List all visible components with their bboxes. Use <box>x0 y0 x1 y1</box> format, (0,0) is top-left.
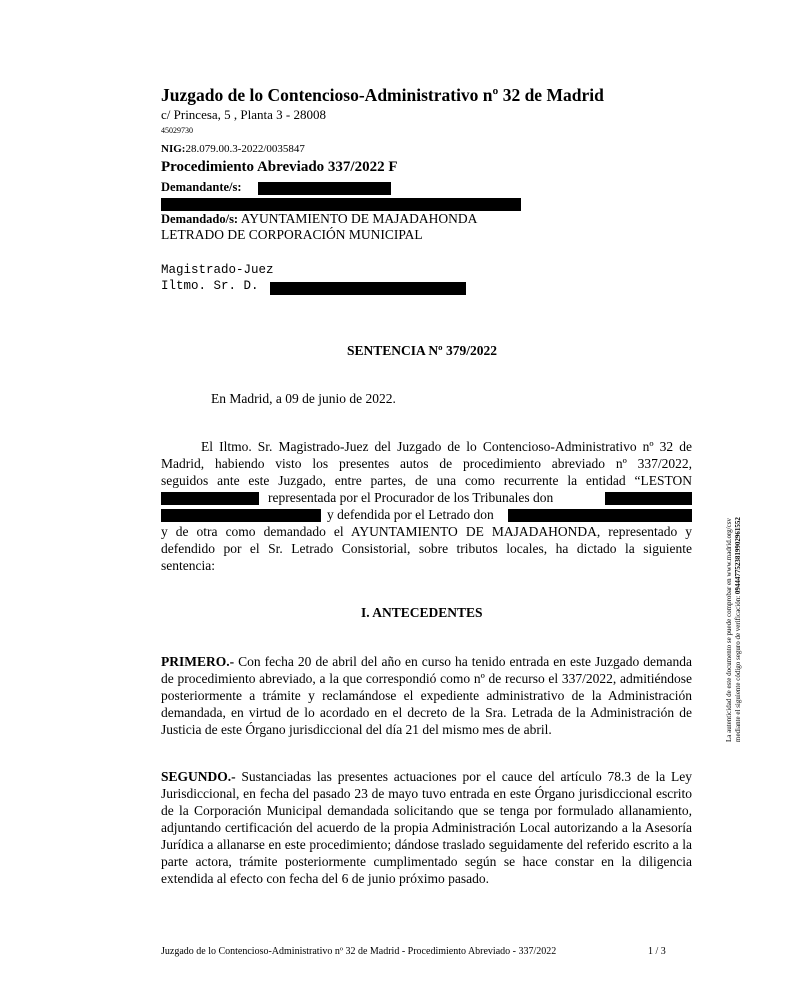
intro-line-8: sentencia: <box>161 558 215 573</box>
segundo-text: Sustanciadas las presentes actuaciones por el cauce del artículo 78.3 de la Ley Jurisdiccional, en fecha del pasado 23 de mayo tuvo entrada en este Órgano jurisdiccional escrito de la Corporación Municipal demandada solicitando que se tenga por formulado allanamiento, adjuntando certificación del acuerdo de la propia Administración Local autorizando a la Asesoría Jurídica a allanarse en este procedimiento; dándose traslado seguidamente del referido escrito a la parte actora, trámite posteriormente cumplimentado según se hace constar en la diligencia extendida al efecto con fecha del 6 de junio próximo pasado. <box>161 769 692 886</box>
primero-text: Con fecha 20 de abril del año en curso ha tenido entrada en este Juzgado demanda de procedimiento abreviado, a la que correspondió como nº de recurso el 337/2022, admitiéndose posteriormente a trámite y reclamándose el expediente administrativo de la Administración demandada, en virtud de lo acordado en el decreto de la Sra. Letrada de la Administración de Justicia de este Órgano jurisdiccional del día 21 del mismo mes de abril. <box>161 654 693 737</box>
date-line: En Madrid, a 09 de junio de 2022. <box>211 391 396 406</box>
intro-line-2: Madrid, habiendo visto los presentes autos de procedimiento abreviado nº 337/2022, <box>161 456 692 471</box>
plaintiff-label: Demandante/s: <box>161 180 242 194</box>
redaction-plaintiff-1 <box>258 182 391 195</box>
intro-line-5: y defendida por el Letrado don <box>327 507 494 522</box>
redaction-entity <box>161 492 259 505</box>
defendant-name: AYUNTAMIENTO DE MAJADAHONDA <box>240 211 478 226</box>
court-title: Juzgado de lo Contencioso-Administrativo nº 32 de Madrid <box>161 85 604 105</box>
redaction-letrado <box>508 509 692 522</box>
judge-title: Magistrado-Juez <box>161 263 274 277</box>
defendant-label: Demandado/s: <box>161 212 239 226</box>
redaction-procurador <box>605 492 692 505</box>
redaction-procurador-2 <box>161 509 321 522</box>
redaction-plaintiff-2 <box>161 198 521 211</box>
nig-label: NIG: <box>161 143 186 155</box>
court-address: c/ Princesa, 5 , Planta 3 - 28008 <box>161 107 326 122</box>
csv-code: 0944477523819902961552 <box>734 517 742 595</box>
redaction-judge <box>270 282 466 295</box>
document-code: 45029730 <box>161 126 193 135</box>
intro-line-3: seguidos ante este Juzgado, entre partes, de una como recurrente la entidad “LESTON <box>161 473 692 488</box>
paragraph-segundo <box>161 768 692 887</box>
paragraph-primero <box>161 653 692 738</box>
verification-line-1: La autenticidad de este documento se puede comprobar en www.madrid.org/csv <box>725 518 733 742</box>
verification-sidebar <box>725 517 743 742</box>
intro-line-1: El Iltmo. Sr. Magistrado-Juez del Juzgado de lo Contencioso-Administrativo nº 32 de <box>201 439 692 454</box>
segundo-label: SEGUNDO.- <box>161 769 236 784</box>
primero-label: PRIMERO.- <box>161 654 235 669</box>
defendant-counsel: LETRADO DE CORPORACIÓN MUNICIPAL <box>161 227 423 242</box>
verification-line-2 <box>734 517 743 742</box>
page-footer: Juzgado de lo Contencioso-Administrativo nº 32 de Madrid - Procedimiento Abreviado - 337/2022 <box>161 946 557 957</box>
verification-prefix: mediante el siguiente código seguro de verificación: <box>734 595 742 742</box>
nig-value: 28.079.00.3-2022/0035847 <box>185 143 305 155</box>
intro-line-4: representada por el Procurador de los Tribunales don <box>268 490 554 505</box>
section-heading: I. ANTECEDENTES <box>361 605 483 620</box>
nig-line <box>161 143 305 155</box>
sentence-title: SENTENCIA Nº 379/2022 <box>347 343 497 358</box>
intro-line-7: defendido por el Sr. Letrado Consistorial, sobre tributos locales, ha dictado la siguiente <box>161 541 692 556</box>
defendant-line <box>161 211 477 227</box>
procedure-number: Procedimiento Abreviado 337/2022 F <box>161 159 398 175</box>
judge-name: Iltmo. Sr. D. <box>161 279 259 293</box>
page-number: 1 / 3 <box>648 946 666 957</box>
intro-line-6: y de otra como demandado el AYUNTAMIENTO DE MAJADAHONDA, representado y <box>161 524 692 539</box>
